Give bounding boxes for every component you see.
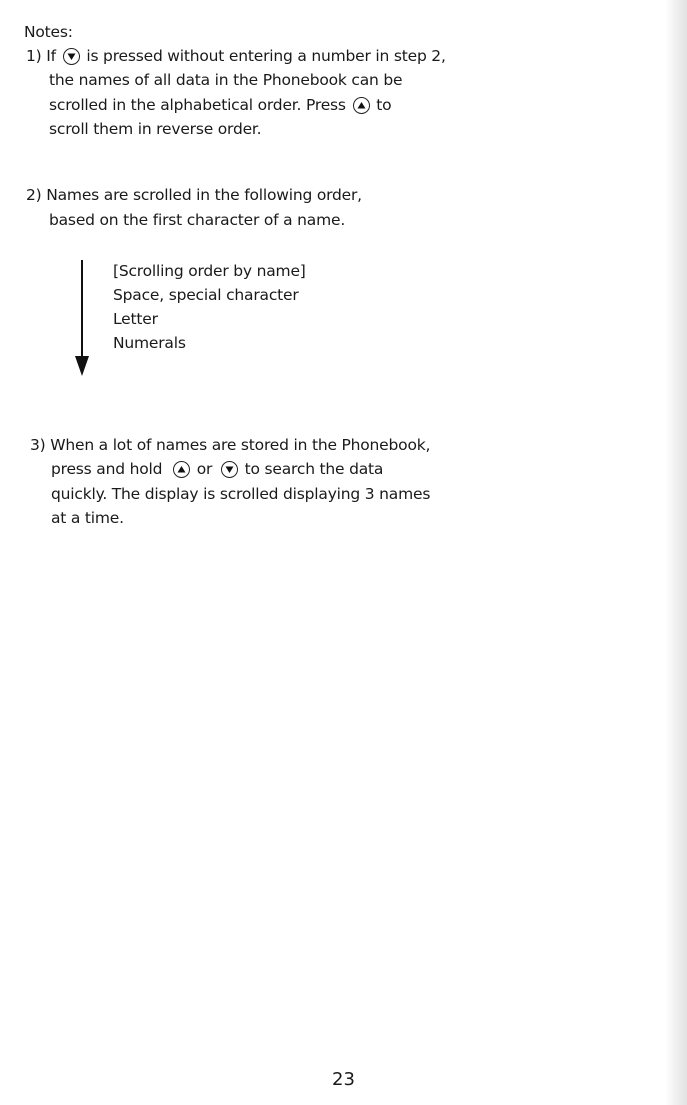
note1-line3-suffix: to xyxy=(376,96,392,114)
note3-line2 xyxy=(51,459,383,479)
note3-line2-prefix: press and hold xyxy=(51,460,163,478)
note1-line2: the names of all data in the Phonebook can be xyxy=(49,71,403,89)
notes-title: Notes: xyxy=(24,23,73,41)
scroll-order-title: [Scrolling order by name] xyxy=(113,262,306,280)
note1-line3-prefix: scrolled in the alphabetical order. Press xyxy=(49,96,346,114)
scroll-order-item: Space, special character xyxy=(113,286,299,304)
page-number: 23 xyxy=(332,1069,355,1090)
note3-line2-suffix: to search the data xyxy=(244,460,384,478)
note1-line1-prefix: 1) If xyxy=(26,47,56,65)
scroll-order-item: Numerals xyxy=(113,334,186,352)
note3-line3: quickly. The display is scrolled displaying 3 names xyxy=(51,485,431,503)
down-button-icon xyxy=(221,461,238,478)
scroll-order-item: Letter xyxy=(113,310,158,328)
scroll-order-arrow-down-icon xyxy=(75,356,89,376)
note1-line1-suffix: is pressed without entering a number in step 2, xyxy=(86,47,446,65)
down-button-icon xyxy=(63,48,80,65)
note1-line4: scroll them in reverse order. xyxy=(49,120,262,138)
note2-line2: based on the first character of a name. xyxy=(49,211,346,229)
note1-line1 xyxy=(26,46,446,66)
up-button-icon xyxy=(353,97,370,114)
note3-line1: 3) When a lot of names are stored in the Phonebook, xyxy=(30,436,431,454)
note1-line3 xyxy=(49,95,391,115)
scroll-order-arrow-shaft xyxy=(81,260,83,358)
up-button-icon xyxy=(173,461,190,478)
note3-line4: at a time. xyxy=(51,509,124,527)
note3-line2-mid: or xyxy=(196,460,213,478)
page-edge-shadow xyxy=(665,0,687,1105)
note2-line1: 2) Names are scrolled in the following order, xyxy=(26,186,362,204)
